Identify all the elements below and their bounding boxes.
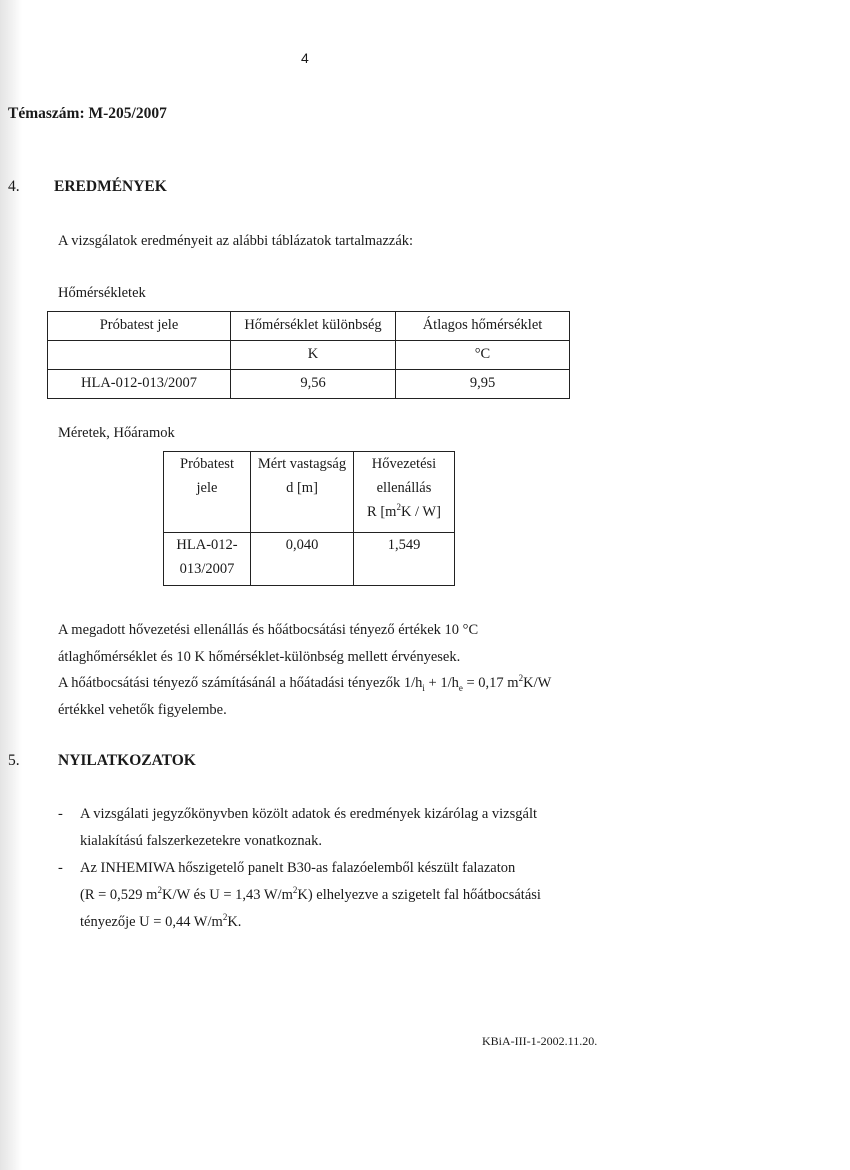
temperature-table	[47, 311, 570, 399]
note-line-3-c: = 0,17 m	[462, 675, 519, 691]
section-5-title: NYILATKOZATOK	[58, 752, 196, 769]
bullet-dash: -	[58, 860, 63, 876]
resistance-unit-b: K / W]	[400, 504, 441, 520]
note-line-3-a: A hőátbocsátási tényező számításánál a hőátadási tényezők 1/h	[58, 675, 423, 691]
table2-cell-specimen	[164, 533, 251, 586]
table2-header-thickness-l1: Mért vastagság	[257, 456, 347, 472]
note-sup-2: 2	[518, 673, 524, 684]
table1-header-specimen: Próbatest jele	[48, 312, 231, 341]
table2-header-thickness	[251, 452, 354, 533]
bullet-dash: -	[58, 806, 63, 822]
table1-caption: Hőmérsékletek	[58, 285, 146, 301]
table2-header-specimen-l2: jele	[196, 480, 218, 496]
table2-header-resistance-l2: ellenállás	[376, 480, 432, 496]
table1-header-avg-temp: Átlagos hőmérséklet	[396, 312, 570, 341]
note-line-3-b: + 1/h	[424, 675, 459, 691]
bullet-2-line-2-c: K) elhelyezve a szigetelt fal hőátbocsátási	[297, 887, 541, 903]
section-4-number: 4.	[8, 178, 20, 195]
note-line-1: A megadott hővezetési ellenállás és hőátbocsátási tényező értékek 10 °C	[58, 622, 479, 638]
section-5-number: 5.	[8, 752, 20, 769]
bullet-2-sup-a: 2	[157, 885, 162, 896]
list-item	[58, 855, 541, 936]
bullet-2-line-3-b: K.	[227, 914, 242, 930]
table1-header-temp-diff: Hőmérséklet különbség	[231, 312, 396, 341]
footer-code: KBiA-III-1-2002.11.20.	[482, 1034, 598, 1048]
dimensions-table	[163, 451, 455, 586]
bullet-2-line-3-a: tényezője U = 0,44 W/m	[80, 914, 223, 930]
table1-unit-specimen	[48, 341, 231, 370]
note-line-3	[58, 670, 551, 697]
table2-caption: Méretek, Hőáramok	[58, 425, 175, 441]
bullet-2-line-1: Az INHEMIWA hőszigetelő panelt B30-as falazóelemből készült falazaton	[80, 860, 516, 876]
bullet-1-line-2: kialakítású falszerkezetekre vonatkoznak.	[80, 833, 322, 849]
resistance-unit-a: R [m	[367, 504, 397, 520]
resistance-unit-sup: 2	[396, 502, 401, 513]
bullet-2-line-3	[80, 909, 541, 936]
note-line-3-d: K/W	[523, 675, 552, 691]
declarations-list	[58, 801, 541, 936]
note-line-4: értékkel vehetők figyelembe.	[58, 701, 227, 718]
table2-cell-thickness: 0,040	[251, 533, 354, 586]
note-sub-i: i	[422, 682, 425, 693]
note-paragraph	[58, 617, 551, 723]
section-4-title: EREDMÉNYEK	[54, 178, 167, 195]
table2-header-resistance	[354, 452, 455, 533]
table2-header-specimen	[164, 452, 251, 533]
table1-cell-temp-diff: 9,56	[231, 370, 396, 399]
table2-header-thickness-l2: d [m]	[286, 480, 318, 496]
table2-cell-resistance: 1,549	[354, 533, 455, 586]
intro-text: A vizsgálatok eredményeit az alábbi táblázatok tartalmazzák:	[58, 233, 414, 249]
table2-header-resistance-l1: Hővezetési	[371, 456, 437, 472]
note-sub-e: e	[458, 682, 463, 693]
table2-header-specimen-l1: Próbatest	[180, 456, 234, 472]
table1-unit-celsius: °C	[396, 341, 570, 370]
table2-header-resistance-l3	[354, 500, 454, 524]
table1-cell-specimen: HLA-012-013/2007	[48, 370, 231, 399]
note-line-2: átlaghőmérséklet és 10 K hőmérséklet-különbség mellett érvényesek.	[58, 648, 461, 665]
table2-cell-specimen-l2: 013/2007	[179, 561, 235, 577]
table2-cell-specimen-l1: HLA-012-	[176, 537, 238, 553]
table1-unit-k: K	[231, 341, 396, 370]
page-number: 4	[301, 50, 309, 66]
scan-edge-shadow	[0, 0, 22, 1170]
table1-cell-avg-temp: 9,95	[396, 370, 570, 399]
bullet-2-line-2	[80, 882, 541, 909]
bullet-1-line-1: A vizsgálati jegyzőkönyvben közölt adatok és eredmények kizárólag a vizsgált	[80, 806, 537, 822]
list-item	[58, 801, 541, 855]
bullet-2-line-2-b: K/W és U = 1,43 W/m	[161, 887, 293, 903]
bullet-2-sup-b: 2	[292, 885, 298, 896]
bullet-2-sup-c: 2	[222, 912, 228, 923]
subject-number: Témaszám: M-205/2007	[8, 105, 167, 122]
bullet-2-line-2-a: (R = 0,529 m	[80, 887, 158, 903]
